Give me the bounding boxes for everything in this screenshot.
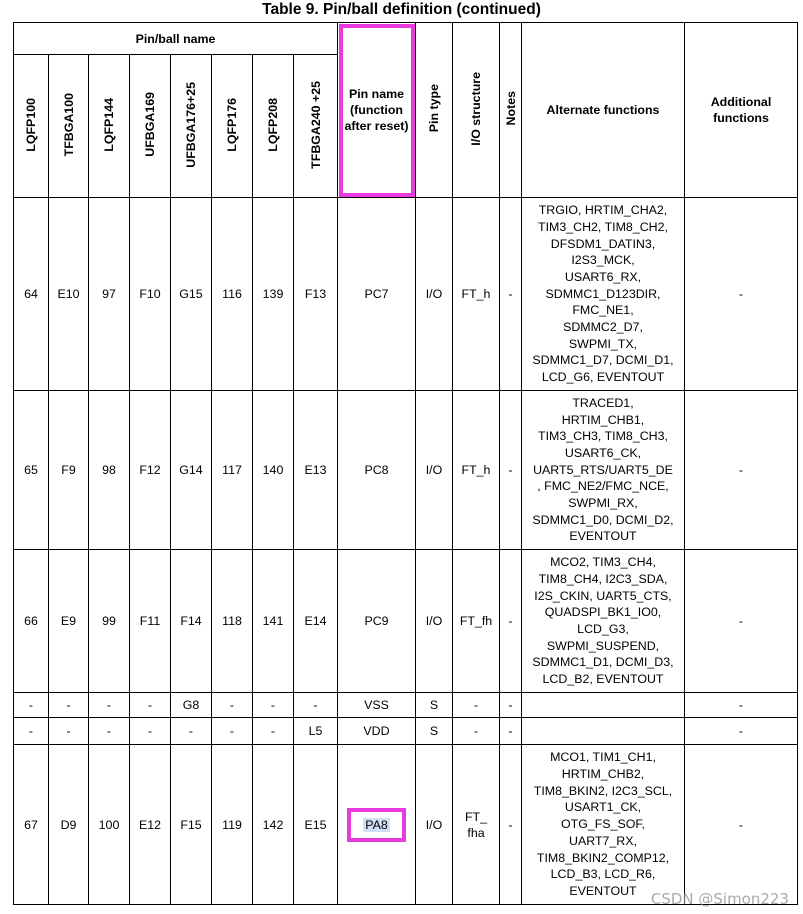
table-row: [14, 693, 798, 718]
io-structure-header: [453, 23, 500, 198]
tfbga100-header-label: TFBGA100: [61, 92, 76, 157]
watermark: CSDN @Simon223: [650, 890, 789, 908]
cell-pin-type: I/O: [416, 745, 453, 905]
pin-type-header-label: Pin type: [427, 84, 441, 133]
alt-line: USART1_CK,: [564, 800, 642, 815]
tfbga240-header-label: TFBGA240 +25: [308, 80, 323, 169]
cell-ufbga176: F14: [171, 550, 212, 693]
cell-tfbga240: -: [294, 693, 338, 718]
cell-lqfp144: -: [89, 693, 130, 718]
cell-ufbga169: F11: [130, 550, 171, 693]
io-structure-value: FT_ fha: [464, 809, 488, 840]
alt-line: TIM3_CH3, TIM8_CH3,: [538, 429, 668, 444]
cell-tfbga100: -: [49, 718, 89, 745]
cell-alternate-functions: [522, 718, 685, 745]
cell-io-structure: -: [453, 693, 500, 718]
alt-line: SWPMI_SUSPEND,: [546, 638, 660, 653]
lqfp176-header: [212, 55, 253, 198]
cell-lqfp208: 142: [253, 745, 294, 905]
cell-lqfp176: -: [212, 693, 253, 718]
cell-lqfp144: 100: [89, 745, 130, 905]
cell-pin-type: S: [416, 693, 453, 718]
cell-pin-name: PC7: [338, 198, 416, 391]
cell-additional-functions: -: [685, 550, 798, 693]
alt-line: SDMMC1_D1, DCMI_D3,: [532, 655, 674, 670]
cell-lqfp100: 66: [14, 550, 49, 693]
cell-lqfp144: 98: [89, 391, 130, 550]
alt-line: TIM3_CH2, TIM8_CH2,: [538, 219, 668, 234]
alt-line: TIM8_BKIN2, I2C3_SCL,: [533, 783, 673, 798]
alt-line: TRACED1,: [572, 395, 634, 410]
cell-ufbga169: F10: [130, 198, 171, 391]
cell-pin-name: VSS: [338, 693, 416, 718]
cell-notes: -: [500, 391, 522, 550]
cell-notes: -: [500, 745, 522, 905]
alt-line: OTG_FS_SOF,: [561, 817, 645, 832]
cell-tfbga100: -: [49, 693, 89, 718]
table-row: [14, 745, 798, 905]
cell-ufbga169: -: [130, 693, 171, 718]
cell-tfbga240: E13: [294, 391, 338, 550]
cell-tfbga100: E9: [49, 550, 89, 693]
alt-line: TIM8_CH4, I2C3_SDA,: [538, 571, 668, 586]
lqfp144-header: [89, 55, 130, 198]
cell-additional-functions: -: [685, 198, 798, 391]
tfbga100-header: [49, 55, 89, 198]
cell-tfbga100: F9: [49, 391, 89, 550]
cell-lqfp208: -: [253, 718, 294, 745]
cell-pin-name: PC9: [338, 550, 416, 693]
cell-lqfp208: -: [253, 693, 294, 718]
cell-ufbga176: -: [171, 718, 212, 745]
lqfp144-header-label: LQFP144: [102, 97, 116, 152]
notes-header: [500, 23, 522, 198]
pin-name-header: [338, 23, 416, 198]
alt-line: EVENTOUT: [569, 883, 637, 898]
cell-tfbga240: E14: [294, 550, 338, 693]
alt-line: DFSDM1_DATIN3,: [550, 236, 656, 251]
notes-header-label: Notes: [503, 91, 518, 126]
cell-pin-type: S: [416, 718, 453, 745]
table-row: [14, 550, 798, 693]
cell-lqfp100: -: [14, 718, 49, 745]
cell-tfbga240: E15: [294, 745, 338, 905]
table-title: Table 9. Pin/ball definition (continued): [262, 1, 541, 18]
cell-lqfp208: 139: [253, 198, 294, 391]
cell-lqfp100: 65: [14, 391, 49, 550]
cell-notes: -: [500, 198, 522, 391]
pin-ball-name-header: Pin/ball name: [14, 23, 338, 55]
alt-line: LCD_B3, LCD_R6,: [550, 867, 656, 882]
cell-lqfp100: 67: [14, 745, 49, 905]
tfbga240-header: [294, 55, 338, 198]
cell-io-structure: [453, 745, 500, 905]
additional-functions-header: [685, 23, 798, 198]
cell-lqfp176: 117: [212, 391, 253, 550]
cell-io-structure: -: [453, 718, 500, 745]
cell-lqfp176: -: [212, 718, 253, 745]
alternate-functions-header-label: Alternate functions: [546, 103, 660, 117]
alt-line: LCD_G6, EVENTOUT: [541, 370, 665, 385]
cell-lqfp176: 116: [212, 198, 253, 391]
cell-tfbga100: D9: [49, 745, 89, 905]
alt-line: LCD_B2, EVENTOUT: [542, 672, 664, 687]
cell-pin-type: I/O: [416, 550, 453, 693]
alternate-functions-header: [522, 23, 685, 198]
alt-line: USART6_RX,: [564, 269, 642, 284]
cell-pin-name: [338, 745, 416, 905]
cell-ufbga176: F15: [171, 745, 212, 905]
io-structure-header-label: I/O structure: [469, 71, 483, 146]
cell-lqfp100: 64: [14, 198, 49, 391]
cell-pin-type: I/O: [416, 391, 453, 550]
alt-line: MCO2, TIM3_CH4,: [550, 555, 656, 570]
cell-additional-functions: -: [685, 745, 798, 905]
cell-alternate-functions: [522, 391, 685, 550]
cell-pin-name: PC8: [338, 391, 416, 550]
cell-tfbga100: E10: [49, 198, 89, 391]
alt-line: SDMMC1_D0, DCMI_D2,: [532, 512, 674, 527]
cell-alternate-functions: [522, 198, 685, 391]
alt-line: HRTIM_CHB1,: [561, 412, 645, 427]
alt-line: LCD_G3,: [577, 622, 629, 636]
additional-functions-header-label: Additional functions: [710, 95, 772, 125]
lqfp176-header-label: LQFP176: [225, 97, 239, 152]
cell-io-structure: FT_fh: [453, 550, 500, 693]
pin-type-header: [416, 23, 453, 198]
pin-name-highlight-box: [347, 808, 406, 842]
cell-notes: -: [500, 718, 522, 745]
alt-line: SDMMC1_D123DIR,: [545, 286, 661, 301]
pin-name-selected-text: PA8: [365, 817, 388, 832]
cell-pin-type: I/O: [416, 198, 453, 391]
alt-line: TIM8_BKIN2_COMP12,: [536, 850, 670, 865]
alt-line: SDMMC1_D7, DCMI_D1,: [532, 353, 674, 368]
pin-definition-table: [13, 22, 798, 905]
alt-line: SWPMI_RX,: [568, 496, 638, 511]
cell-lqfp100: -: [14, 693, 49, 718]
cell-ufbga176: G8: [171, 693, 212, 718]
lqfp100-header: [14, 55, 49, 198]
cell-lqfp144: 97: [89, 198, 130, 391]
ufbga176-header-label: UFBGA176+25: [184, 81, 198, 168]
table-row: [14, 718, 798, 745]
cell-additional-functions: -: [685, 693, 798, 718]
cell-io-structure: FT_h: [453, 198, 500, 391]
cell-tfbga240: F13: [294, 198, 338, 391]
lqfp100-header-label: LQFP100: [24, 97, 38, 152]
pin-name-header-label: Pin name (function after reset): [344, 87, 409, 133]
alt-line: USART6_CK,: [564, 445, 642, 460]
cell-ufbga169: E12: [130, 745, 171, 905]
cell-alternate-functions: [522, 550, 685, 693]
cell-notes: -: [500, 550, 522, 693]
cell-additional-functions: -: [685, 391, 798, 550]
cell-notes: -: [500, 693, 522, 718]
cell-io-structure: FT_h: [453, 391, 500, 550]
ufbga169-header-label: UFBGA169: [143, 92, 157, 157]
cell-alternate-functions: [522, 745, 685, 905]
ufbga169-header: [130, 55, 171, 198]
ufbga176-header: [171, 55, 212, 198]
lqfp208-header-label: LQFP208: [266, 97, 280, 152]
alt-line: TRGIO, HRTIM_CHA2,: [538, 203, 668, 218]
lqfp208-header: [253, 55, 294, 198]
alt-line: MCO1, TIM1_CH1,: [550, 750, 656, 765]
alt-line: SDMMC2_D7,: [563, 320, 643, 335]
alt-line: UART5_RTS/UART5_DE: [533, 462, 673, 477]
cell-ufbga176: G15: [171, 198, 212, 391]
cell-lqfp208: 140: [253, 391, 294, 550]
alt-line: EVENTOUT: [569, 529, 637, 544]
cell-tfbga240: L5: [294, 718, 338, 745]
cell-lqfp144: -: [89, 718, 130, 745]
cell-ufbga169: F12: [130, 391, 171, 550]
cell-ufbga169: -: [130, 718, 171, 745]
alt-line: I2S_CKIN, UART5_CTS,: [534, 588, 672, 603]
cell-pin-name: VDD: [338, 718, 416, 745]
alt-line: UART7_RX,: [569, 833, 637, 848]
cell-lqfp144: 99: [89, 550, 130, 693]
cell-ufbga176: G14: [171, 391, 212, 550]
alt-line: , FMC_NE2/FMC_NCE,: [537, 479, 669, 494]
alt-line: I2S3_MCK,: [571, 253, 635, 268]
table-row: [14, 198, 798, 391]
alt-line: SWPMI_TX,: [568, 336, 638, 351]
cell-lqfp176: 119: [212, 745, 253, 905]
table-row: [14, 391, 798, 550]
cell-lqfp208: 141: [253, 550, 294, 693]
alt-line: QUADSPI_BK1_IO0,: [544, 605, 662, 620]
cell-additional-functions: -: [685, 718, 798, 745]
cell-alternate-functions: [522, 693, 685, 718]
cell-lqfp176: 118: [212, 550, 253, 693]
alt-line: HRTIM_CHB2,: [561, 767, 645, 782]
alt-line: FMC_NE1,: [572, 303, 634, 318]
